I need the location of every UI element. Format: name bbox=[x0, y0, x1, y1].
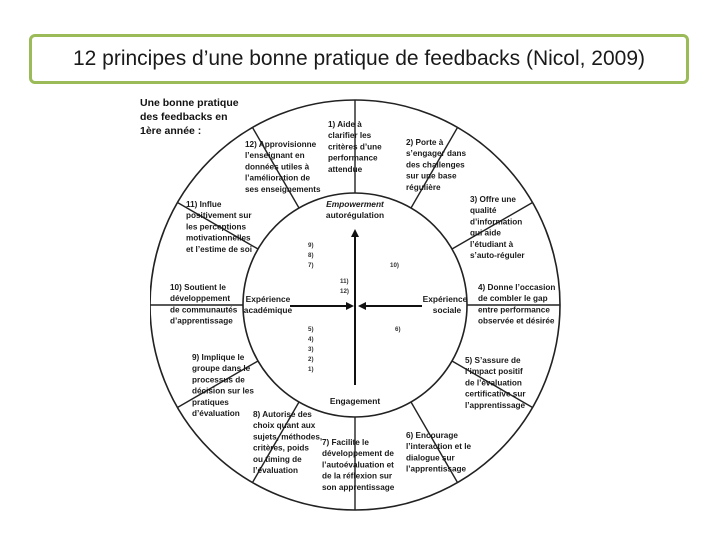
segment-label-line: développement de bbox=[322, 449, 394, 459]
segment-label-line: 3) Offre une bbox=[470, 195, 516, 204]
segment-label-line: groupe dans le bbox=[192, 364, 251, 374]
segment-label-line: de communautés bbox=[170, 305, 238, 315]
segment-label-line: sur une base bbox=[406, 171, 457, 181]
segment-label-line: l’enseignant en bbox=[245, 151, 305, 161]
segment-label-line: performance bbox=[328, 153, 378, 163]
segment-label-line: ses enseignements bbox=[245, 184, 321, 194]
segment-label-line: des challenges bbox=[406, 160, 465, 170]
segment-label-line: clarifier les bbox=[328, 131, 372, 141]
segment-label-line: 7) Facilite le bbox=[322, 438, 369, 447]
quadrant-number: 2) bbox=[308, 356, 314, 363]
axis-label-right-line2: sociale bbox=[432, 305, 462, 315]
slide-title bbox=[29, 34, 689, 84]
feedback-wheel-diagram bbox=[150, 95, 570, 515]
segment-label-line: l’impact positif bbox=[465, 367, 523, 377]
segment-label-line: qualité bbox=[470, 206, 497, 216]
quadrant-number: 8) bbox=[308, 252, 314, 259]
segment-label-line: 1) Aide à bbox=[328, 120, 362, 129]
quadrant-number: 3) bbox=[308, 346, 314, 353]
quadrant-number: 6) bbox=[395, 326, 401, 333]
segment-label-line: attendue bbox=[328, 164, 363, 174]
intro-line: Une bonne pratique bbox=[140, 97, 239, 109]
segment-label-line: d’évaluation bbox=[192, 409, 240, 418]
segment-label-line: dialogue sur bbox=[406, 453, 455, 463]
segment-label-line: l’autoévaluation et bbox=[322, 460, 394, 470]
axis-label-left-line1: Expérience bbox=[245, 294, 291, 304]
quadrant-number: 4) bbox=[308, 336, 314, 343]
segment-label-line: l’apprentissage bbox=[465, 400, 526, 410]
segment-label-line: motivationnelles bbox=[186, 233, 251, 243]
quadrant-number: 12) bbox=[340, 288, 349, 295]
segment-label-line: critères d’une bbox=[328, 142, 382, 152]
quadrant-number: 1) bbox=[308, 366, 314, 373]
segment-label-line: d’apprentissage bbox=[170, 316, 233, 326]
quadrant-number: 10) bbox=[390, 262, 399, 269]
segment-label-line: critères, poids bbox=[253, 443, 309, 453]
segment-label-line: s’auto-réguler bbox=[470, 251, 525, 260]
quadrant-number: 7) bbox=[308, 262, 314, 269]
segment-label-5 bbox=[465, 356, 526, 410]
segment-label-line: pratiques bbox=[192, 397, 229, 407]
segment-label-line: processus de bbox=[192, 375, 245, 385]
segment-label-line: choix quant aux bbox=[253, 421, 316, 431]
segment-label-line: d’information bbox=[470, 217, 523, 227]
segment-label-line: positivement sur bbox=[186, 211, 252, 221]
axis-label-top-line2: autorégulation bbox=[325, 210, 385, 220]
segment-label-line: observée et désirée bbox=[478, 316, 555, 326]
quadrant-number: 5) bbox=[308, 326, 314, 333]
segment-label-line: 4) Donne l’occasion bbox=[478, 283, 556, 292]
segment-label-line: 9) Implique le bbox=[192, 353, 245, 362]
segment-label-line: de combler le gap bbox=[478, 294, 548, 304]
segment-label-line: et l’estime de soi bbox=[186, 244, 252, 254]
segment-label-line: l’évaluation bbox=[253, 466, 299, 475]
axis-label-right-line1: Expérience bbox=[422, 294, 468, 304]
segment-label-line: 5) S’assure de bbox=[465, 356, 521, 365]
segment-label-line: sujets, méthodes, bbox=[253, 432, 323, 442]
intro-line: des feedbacks en bbox=[140, 111, 228, 123]
segment-label-line: de l’évaluation bbox=[465, 378, 522, 388]
segment-label-line: l’étudiant à bbox=[470, 239, 514, 249]
segment-label-line: l’amélioration de bbox=[245, 173, 311, 183]
axis-label-top-line1: Empowerment bbox=[326, 199, 384, 209]
slide-title-text: 12 principes d’une bonne pratique de feedbacks (Nicol, 2009) bbox=[72, 47, 646, 70]
segment-label-line: les perceptions bbox=[186, 222, 247, 232]
segment-label-line: l’apprentissage bbox=[406, 464, 467, 474]
segment-label-line: 12) Approvisionne bbox=[245, 140, 317, 149]
segment-label-line: de la réflexion sur bbox=[322, 471, 393, 481]
segment-label-line: ou timing de bbox=[253, 454, 302, 464]
segment-label-line: s’engager dans bbox=[406, 149, 467, 159]
segment-label-line: certificative sur bbox=[465, 389, 526, 399]
segment-label-line: qui aide bbox=[470, 228, 501, 238]
segment-label-line: 11) Influe bbox=[186, 200, 222, 209]
segment-label-line: 8) Autorise des bbox=[253, 410, 312, 419]
axis-label-left-line2: académique bbox=[243, 305, 293, 315]
segment-label-line: 10) Soutient le bbox=[170, 283, 226, 292]
quadrant-number: 9) bbox=[308, 242, 314, 249]
segment-label-line: développement bbox=[170, 294, 231, 304]
quadrant-number: 11) bbox=[340, 278, 349, 285]
segment-label-line: l’interaction et le bbox=[406, 442, 472, 452]
segment-label-line: 2) Porte à bbox=[406, 138, 444, 147]
segment-label-line: données utiles à bbox=[245, 162, 310, 172]
segment-label-line: décision sur les bbox=[192, 386, 254, 396]
intro-line: 1ère année : bbox=[140, 125, 202, 137]
segment-label-line: régulière bbox=[406, 182, 441, 192]
segment-label-line: son apprentissage bbox=[322, 482, 395, 492]
axis-label-bottom: Engagement bbox=[329, 396, 381, 406]
segment-label-line: entre performance bbox=[478, 305, 550, 315]
segment-label-line: 6) Encourage bbox=[406, 431, 458, 440]
